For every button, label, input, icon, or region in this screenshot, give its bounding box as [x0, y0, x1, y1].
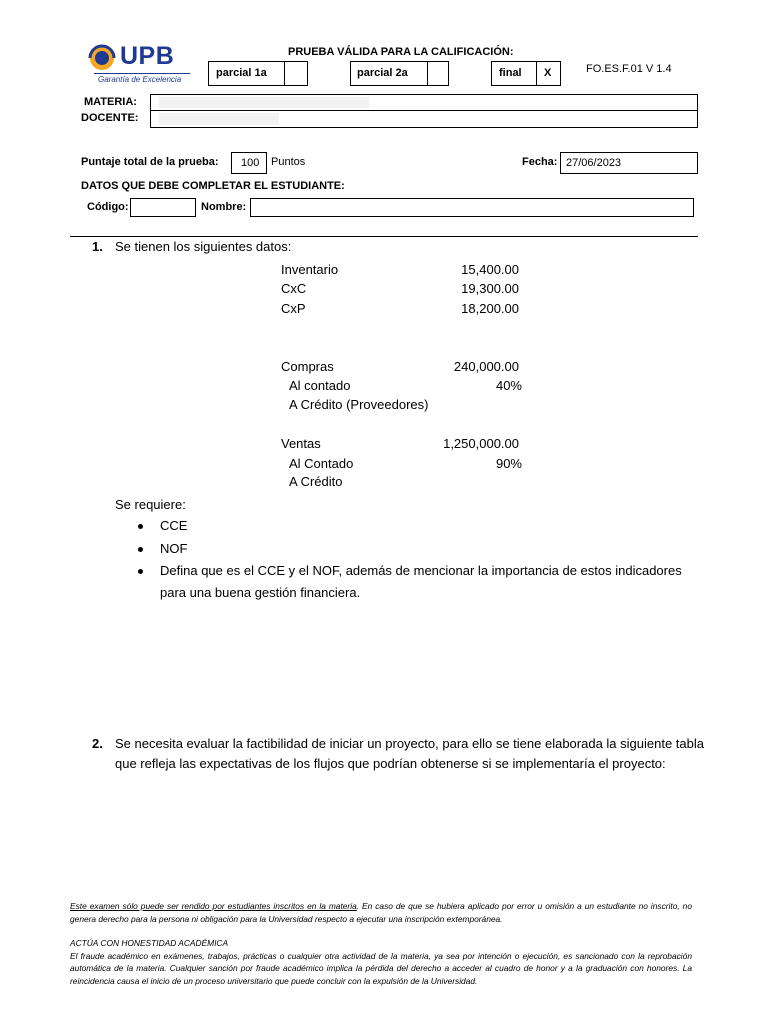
requirement-item: CCE [160, 518, 188, 533]
data-label: A Crédito [289, 474, 343, 489]
codigo-field[interactable] [130, 198, 196, 217]
footer-notice [70, 900, 692, 925]
header-divider [70, 236, 698, 237]
data-value: 15,400.00 [461, 262, 519, 277]
logo-divider [94, 73, 190, 74]
data-value: 18,200.00 [461, 301, 519, 316]
requires-label: Se requiere: [115, 497, 186, 512]
data-label: Al contado [289, 378, 351, 393]
logo-text: UPB [120, 42, 175, 70]
data-value: 19,300.00 [461, 281, 519, 296]
footer-notice-rest: . En caso de que se hubiera aplicado por error u omisión a un estudiante no inscrito, no genera derecho para la persona ni obligación para la Universidad respecto a ejecutar una inscripción extemporánea. [70, 901, 692, 924]
requirement-item: NOF [160, 541, 188, 556]
q1-text: Se tienen los siguientes datos: [115, 239, 292, 254]
requirement-item-continued: para una buena gestión financiera. [160, 585, 361, 600]
option-parcial-1a-checkbox[interactable] [284, 61, 308, 86]
logo-subtitle: Garantía de Excelencia [98, 75, 182, 84]
nombre-field[interactable] [250, 198, 694, 217]
option-parcial-1a [208, 61, 285, 86]
ventas-label: Ventas [281, 436, 321, 451]
requirement-item: Defina que es el CCE y el NOF, además de mencionar la importancia de estos indicadores [160, 563, 682, 578]
student-section-title: DATOS QUE DEBE COMPLETAR EL ESTUDIANTE: [81, 180, 345, 192]
data-label: Inventario [281, 262, 339, 277]
option-final-checkbox[interactable] [536, 61, 561, 86]
data-label: CxP [281, 301, 306, 316]
data-label: Al Contado [289, 456, 354, 471]
option-parcial-2a [350, 61, 428, 86]
materia-label: MATERIA: [84, 96, 137, 108]
option-parcial-2a-checkbox[interactable] [427, 61, 449, 86]
puntaje-unit: Puntos [271, 156, 306, 168]
redacted-field [159, 113, 279, 125]
form-code: FO.ES.F.01 V 1.4 [586, 63, 672, 75]
data-value: 90% [495, 456, 522, 471]
option-mark: X [544, 67, 552, 79]
docente-label: DOCENTE: [81, 112, 139, 124]
exam-type-title: PRUEBA VÁLIDA PARA LA CALIFICACIÓN: [288, 46, 514, 58]
data-value: 40% [495, 378, 522, 393]
data-label: CxC [281, 281, 307, 296]
option-label: parcial 1a [216, 67, 267, 79]
compras-value: 240,000.00 [453, 359, 519, 374]
ventas-value: 1,250,000.00 [443, 436, 519, 451]
footer-notice-underlined: Este examen sólo puede ser rendido por estudiantes inscritos en la materia [70, 901, 357, 911]
codigo-label: Código: [87, 201, 129, 213]
option-label: parcial 2a [357, 67, 408, 79]
materia-field[interactable] [150, 94, 698, 111]
fecha-label: Fecha: [522, 156, 558, 168]
footer-honesty-title: ACTÚA CON HONESTIDAD ACADÉMICA [70, 938, 229, 948]
fecha-field[interactable] [560, 152, 698, 174]
puntaje-value: 100 [241, 157, 260, 169]
option-final [491, 61, 537, 86]
q2-text-line2: que refleja las expectativas de los flujos que podrían obtenerse si se implementaría el proyecto: [115, 756, 666, 771]
bullet-icon [138, 569, 143, 574]
q2-text-line1: Se necesita evaluar la factibilidad de iniciar un proyecto, para ello se tiene elaborada la siguiente tabla [115, 736, 704, 751]
nombre-label: Nombre: [201, 201, 247, 213]
footer-honesty [70, 937, 692, 987]
fecha-value: 27/06/2023 [566, 157, 622, 169]
data-label: A Crédito (Proveedores) [289, 397, 429, 412]
compras-label: Compras [281, 359, 334, 374]
puntaje-field[interactable] [231, 152, 267, 174]
option-label: final [499, 67, 522, 79]
upb-logo [88, 42, 198, 88]
puntaje-label: Puntaje total de la prueba: [81, 156, 219, 168]
q1-number: 1. [92, 239, 103, 254]
bullet-icon [138, 547, 143, 552]
docente-field[interactable] [150, 110, 698, 128]
logo-emblem-icon [88, 44, 118, 72]
bullet-icon [138, 524, 143, 529]
redacted-field [159, 97, 369, 108]
footer-honesty-text: El fraude académico en exámenes, trabajos, prácticas o cualquier otra actividad de la materia, ya sea por intención o ejecución, es sancionado con la reprobación automática de la materia. Cualquier sanción por fraude académico implica la pérdida del derecho a acceder al cuadro de honor y a la graduación con honores. La reincidencia causa el inicio de un proceso universitario que puede concluir con la expulsión de la Universidad. [70, 950, 692, 986]
q2-number: 2. [92, 736, 103, 751]
